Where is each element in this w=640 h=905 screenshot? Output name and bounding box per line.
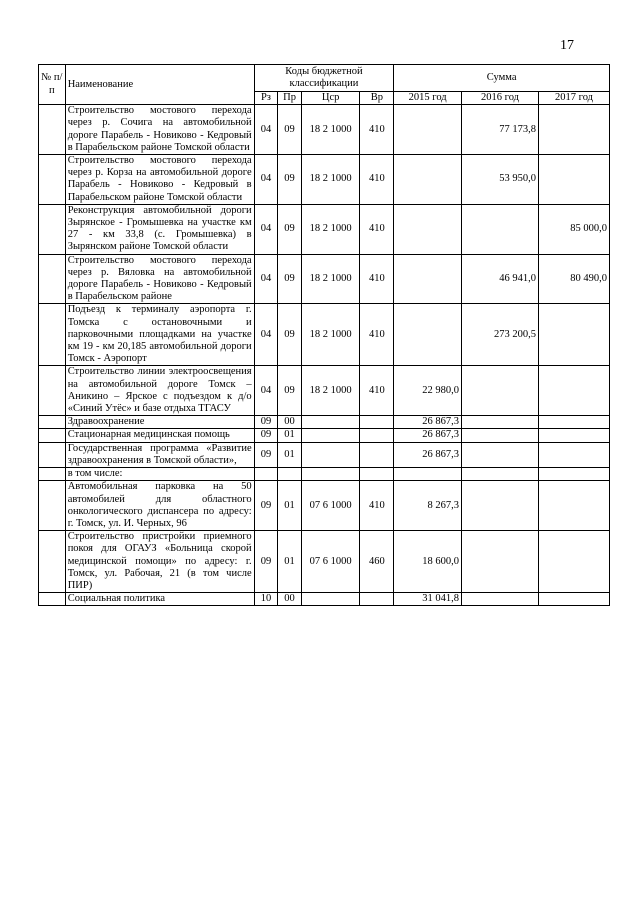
row-pr: 00 xyxy=(278,593,302,606)
row-rz: 04 xyxy=(254,204,278,254)
row-vr: 410 xyxy=(360,155,394,205)
row-sum-2016 xyxy=(462,531,539,593)
table-row xyxy=(39,468,610,481)
row-csr: 18 2 1000 xyxy=(301,105,360,155)
row-rz: 04 xyxy=(254,366,278,416)
row-rz: 10 xyxy=(254,593,278,606)
row-pr: 09 xyxy=(278,254,302,304)
row-num xyxy=(39,366,66,416)
row-sum-2017 xyxy=(539,429,610,442)
row-sum-2017 xyxy=(539,416,610,429)
row-name: Строительство мостового перехода через р. Корза на автомобильной дороге Парабель - Новиково - Кедровый в Парабельском районе Томской области xyxy=(65,155,254,205)
row-rz: 04 xyxy=(254,254,278,304)
row-csr: 18 2 1000 xyxy=(301,304,360,366)
row-name: Государственная программа «Развитие здравоохранения в Томской области», xyxy=(65,442,254,467)
row-pr: 09 xyxy=(278,304,302,366)
row-sum-2015 xyxy=(394,155,462,205)
row-sum-2015 xyxy=(394,105,462,155)
table-row xyxy=(39,531,610,593)
page-number: 17 xyxy=(560,38,574,53)
header-vr: Вр xyxy=(360,92,394,105)
row-vr: 410 xyxy=(360,366,394,416)
row-num xyxy=(39,155,66,205)
row-sum-2016: 46 941,0 xyxy=(462,254,539,304)
row-sum-2016 xyxy=(462,429,539,442)
table-row xyxy=(39,254,610,304)
header-2015: 2015 год xyxy=(394,92,462,105)
header-2017: 2017 год xyxy=(539,92,610,105)
row-sum-2015: 18 600,0 xyxy=(394,531,462,593)
row-sum-2015: 31 041,8 xyxy=(394,593,462,606)
row-name: Подъезд к терминалу аэропорта г. Томска с остановочными и парковочными площадками на участке км 19 - км 20,185 автомобильной дороги Томск - Аэропорт xyxy=(65,304,254,366)
row-num xyxy=(39,481,66,531)
row-num xyxy=(39,304,66,366)
header-2016: 2016 год xyxy=(462,92,539,105)
header-codes: Коды бюджетной классификации xyxy=(254,65,394,92)
row-sum-2016 xyxy=(462,204,539,254)
row-vr xyxy=(360,468,394,481)
row-vr: 410 xyxy=(360,105,394,155)
row-pr: 01 xyxy=(278,429,302,442)
row-sum-2015: 26 867,3 xyxy=(394,416,462,429)
row-pr: 01 xyxy=(278,531,302,593)
row-sum-2016: 53 950,0 xyxy=(462,155,539,205)
row-num xyxy=(39,429,66,442)
row-sum-2016 xyxy=(462,366,539,416)
row-vr: 410 xyxy=(360,204,394,254)
row-rz: 09 xyxy=(254,429,278,442)
row-sum-2015 xyxy=(394,304,462,366)
row-pr: 00 xyxy=(278,416,302,429)
row-sum-2017 xyxy=(539,593,610,606)
row-pr: 09 xyxy=(278,105,302,155)
row-sum-2017 xyxy=(539,304,610,366)
row-rz: 04 xyxy=(254,304,278,366)
table-row xyxy=(39,155,610,205)
header-num: № п/п xyxy=(39,65,66,105)
row-name: в том числе: xyxy=(65,468,254,481)
table-row xyxy=(39,429,610,442)
header-name: Наименование xyxy=(65,65,254,105)
header-sum: Сумма xyxy=(394,65,610,92)
row-name: Автомобильная парковка на 50 автомобилей для областного онкологического диспансера по адресу: г. Томск, ул. И. Черных, 96 xyxy=(65,481,254,531)
row-pr: 09 xyxy=(278,204,302,254)
row-sum-2016 xyxy=(462,416,539,429)
row-sum-2015 xyxy=(394,204,462,254)
row-vr: 410 xyxy=(360,481,394,531)
row-rz: 04 xyxy=(254,155,278,205)
row-rz: 04 xyxy=(254,105,278,155)
row-sum-2015: 8 267,3 xyxy=(394,481,462,531)
row-num xyxy=(39,416,66,429)
row-vr: 410 xyxy=(360,254,394,304)
row-sum-2015: 26 867,3 xyxy=(394,442,462,467)
row-sum-2015: 26 867,3 xyxy=(394,429,462,442)
row-num xyxy=(39,593,66,606)
row-vr: 460 xyxy=(360,531,394,593)
row-vr xyxy=(360,416,394,429)
row-sum-2015 xyxy=(394,254,462,304)
row-vr xyxy=(360,429,394,442)
row-csr xyxy=(301,429,360,442)
table-row xyxy=(39,105,610,155)
row-rz: 09 xyxy=(254,442,278,467)
row-csr xyxy=(301,593,360,606)
row-sum-2017 xyxy=(539,105,610,155)
row-num xyxy=(39,468,66,481)
row-sum-2017 xyxy=(539,366,610,416)
row-sum-2016 xyxy=(462,442,539,467)
row-rz: 09 xyxy=(254,416,278,429)
row-vr xyxy=(360,593,394,606)
row-sum-2016 xyxy=(462,481,539,531)
row-pr xyxy=(278,468,302,481)
row-csr: 18 2 1000 xyxy=(301,254,360,304)
row-vr xyxy=(360,442,394,467)
row-pr: 01 xyxy=(278,442,302,467)
row-num xyxy=(39,204,66,254)
row-pr: 01 xyxy=(278,481,302,531)
row-num xyxy=(39,531,66,593)
table-row xyxy=(39,304,610,366)
table-row xyxy=(39,204,610,254)
row-name: Реконструкция автомобильной дороги Зырянское - Громышевка на участке км 27 - км 33,8 (с. Громышевка) в Зырянском районе Томской области xyxy=(65,204,254,254)
row-name: Социальная политика xyxy=(65,593,254,606)
row-csr xyxy=(301,468,360,481)
header-csr: Цср xyxy=(301,92,360,105)
row-sum-2015 xyxy=(394,468,462,481)
row-sum-2017 xyxy=(539,481,610,531)
row-csr xyxy=(301,416,360,429)
row-name: Строительство мостового перехода через р. Сочига на автомобильной дороге Парабель - Новиково - Кедровый в Парабельском районе Томской области xyxy=(65,105,254,155)
row-sum-2017 xyxy=(539,155,610,205)
row-csr: 18 2 1000 xyxy=(301,155,360,205)
table-row xyxy=(39,416,610,429)
row-name: Стационарная медицинская помощь xyxy=(65,429,254,442)
row-csr: 07 6 1000 xyxy=(301,481,360,531)
row-sum-2017 xyxy=(539,531,610,593)
row-sum-2016: 273 200,5 xyxy=(462,304,539,366)
row-rz xyxy=(254,468,278,481)
table-row xyxy=(39,481,610,531)
row-num xyxy=(39,442,66,467)
row-num xyxy=(39,254,66,304)
row-sum-2017 xyxy=(539,442,610,467)
row-csr: 07 6 1000 xyxy=(301,531,360,593)
row-num xyxy=(39,105,66,155)
row-rz: 09 xyxy=(254,531,278,593)
table-row xyxy=(39,593,610,606)
row-sum-2017 xyxy=(539,468,610,481)
budget-table xyxy=(38,64,610,606)
header-rz: Рз xyxy=(254,92,278,105)
table-row xyxy=(39,442,610,467)
table-row xyxy=(39,366,610,416)
header-pr: Пр xyxy=(278,92,302,105)
row-rz: 09 xyxy=(254,481,278,531)
row-name: Строительство пристройки приемного покоя для ОГАУЗ «Больница скорой медицинской помощи» по адресу: г. Томск, ул. Рабочая, 21 (в том числе ПИР) xyxy=(65,531,254,593)
row-sum-2016: 77 173,8 xyxy=(462,105,539,155)
row-sum-2016 xyxy=(462,468,539,481)
row-sum-2017: 85 000,0 xyxy=(539,204,610,254)
row-sum-2015: 22 980,0 xyxy=(394,366,462,416)
row-sum-2016 xyxy=(462,593,539,606)
row-csr xyxy=(301,442,360,467)
row-csr: 18 2 1000 xyxy=(301,204,360,254)
row-name: Строительство мостового перехода через р. Вяловка на автомобильной дороге Парабель - Новиково - Кедровый в Парабельском районе xyxy=(65,254,254,304)
row-csr: 18 2 1000 xyxy=(301,366,360,416)
row-name: Здравоохранение xyxy=(65,416,254,429)
row-name: Строительство линии электроосвещения на автомобильной дороге Томск – Аникино – Ярское с подъездом к д/о «Синий Утёс» и базе отдыха ТГАСУ xyxy=(65,366,254,416)
row-pr: 09 xyxy=(278,366,302,416)
row-vr: 410 xyxy=(360,304,394,366)
row-pr: 09 xyxy=(278,155,302,205)
row-sum-2017: 80 490,0 xyxy=(539,254,610,304)
